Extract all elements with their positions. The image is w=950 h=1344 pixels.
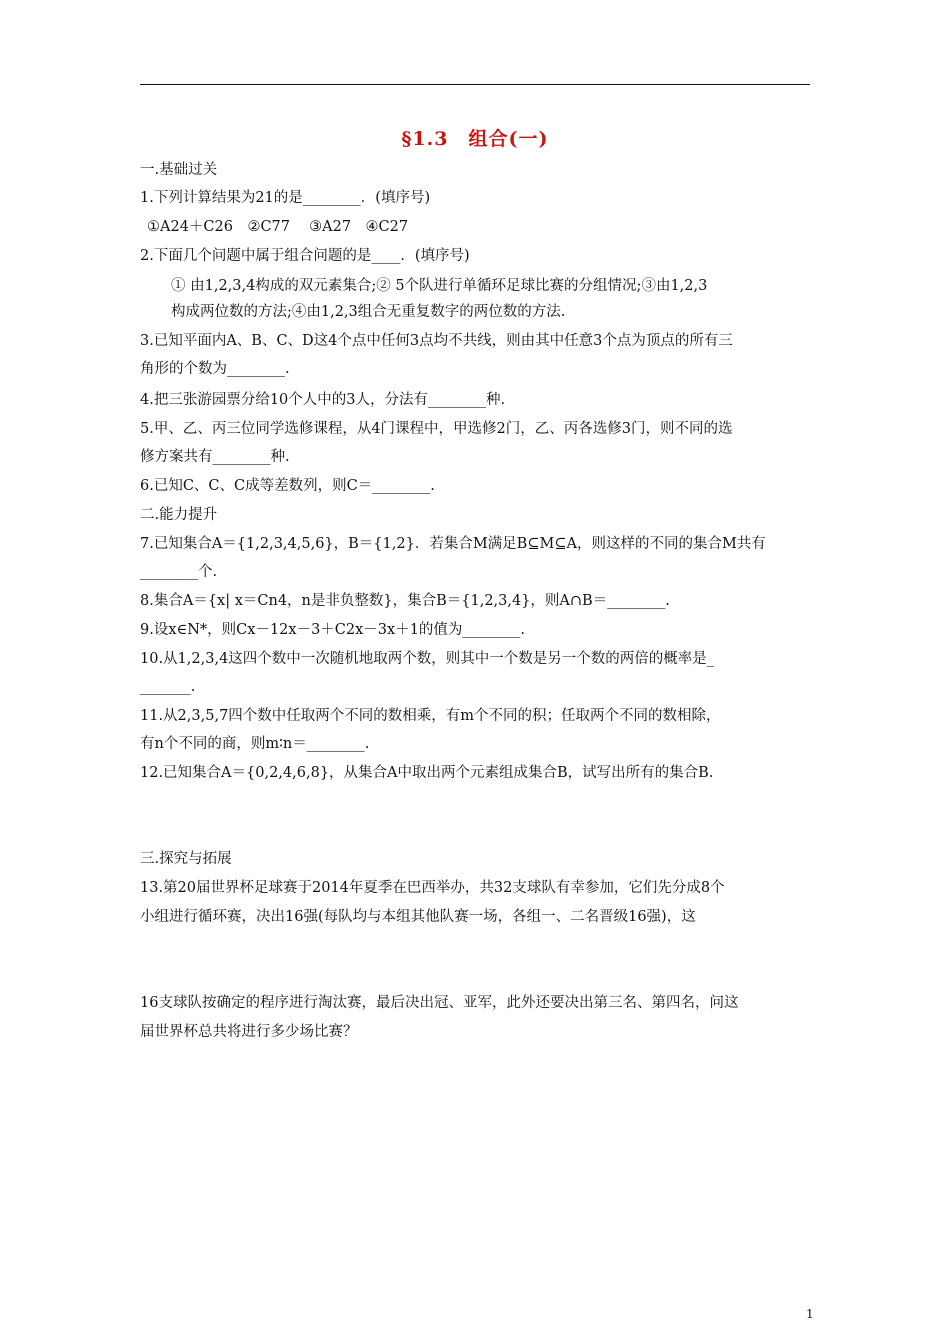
section-heading-ability: 二.能力提升 bbox=[140, 507, 218, 523]
question-13-cont: 小组进行循环赛，决出16强(每队均与本组其他队赛一场，各组一、二名晋级16强)，这 bbox=[140, 909, 696, 925]
question-1: 1.下列计算结果为21的是________．(填序号) bbox=[140, 190, 431, 206]
question-13-cont-2: 16支球队按确定的程序进行淘汰赛，最后决出冠、亚军，此外还要决出第三名、第四名，问这 bbox=[140, 995, 739, 1011]
question-7: 7.已知集合A＝{1,2,3,4,5,6}，B＝{1,2}．若集合M满足B⊆M⊆A，则这样的不同的集合M共有 bbox=[140, 536, 766, 552]
question-11-cont: 有n个不同的商，则m∶n＝________. bbox=[140, 736, 370, 752]
question-8: 8.集合A＝{x| x＝Cn4，n是非负整数}，集合B＝{1,2,3,4}，则A∩B＝________. bbox=[140, 593, 670, 609]
question-13-cont-3: 届世界杯总共将进行多少场比赛？ bbox=[140, 1024, 358, 1040]
section-heading-basics: 一.基础过关 bbox=[140, 162, 218, 178]
question-13: 13.第20届世界杯足球赛于2014年夏季在巴西举办，共32支球队有幸参加，它们先分成8个 bbox=[140, 880, 725, 896]
question-2-items-cont: 构成两位数的方法;④由1,2,3组合无重复数字的两位数的方法. bbox=[171, 304, 566, 320]
page-number: 1 bbox=[806, 1307, 814, 1321]
question-5: 5.甲、乙、丙三位同学选修课程，从4门课程中，甲选修2门，乙、丙各选修3门，则不同的选 bbox=[140, 421, 733, 437]
question-10: 10.从1,2,3,4这四个数中一次随机地取两个数，则其中一个数是另一个数的两倍的概率是_ bbox=[140, 651, 715, 667]
question-4: 4.把三张游园票分给10个人中的3人，分法有________种. bbox=[140, 392, 506, 408]
question-2-items: ① 由1,2,3,4构成的双元素集合;② 5个队进行单循环足球比赛的分组情况;③由1,2,3 bbox=[171, 278, 708, 294]
question-2: 2.下面几个问题中属于组合问题的是____．(填序号) bbox=[140, 248, 470, 264]
question-3: 3.已知平面内A、B、C、D这4个点中任何3点均不共线，则由其中任意3个点为顶点的所有三 bbox=[140, 333, 733, 349]
question-10-cont: _______. bbox=[140, 679, 196, 695]
question-1-options: ①A24＋C26 ②C77 ③A27 ④C27 bbox=[147, 219, 409, 235]
section-heading-explore: 三.探究与拓展 bbox=[140, 851, 232, 867]
page-title: §1.3 组合(一) bbox=[401, 128, 549, 150]
question-11: 11.从2,3,5,7四个数中任取两个不同的数相乘，有m个不同的积；任取两个不同的数相除， bbox=[140, 708, 721, 724]
question-12: 12.已知集合A＝{0,2,4,6,8}，从集合A中取出两个元素组成集合B，试写出所有的集合B. bbox=[140, 765, 714, 781]
question-5-cont: 修方案共有________种. bbox=[140, 449, 290, 465]
header-rule bbox=[140, 84, 810, 85]
question-7-cont: ________个. bbox=[140, 564, 218, 580]
question-6: 6.已知C、C、C成等差数列，则C＝________. bbox=[140, 478, 435, 494]
question-9: 9.设x∈N*，则Cx－12x－3＋C2x－3x＋1的值为________. bbox=[140, 622, 526, 638]
question-3-cont: 角形的个数为________. bbox=[140, 361, 290, 377]
